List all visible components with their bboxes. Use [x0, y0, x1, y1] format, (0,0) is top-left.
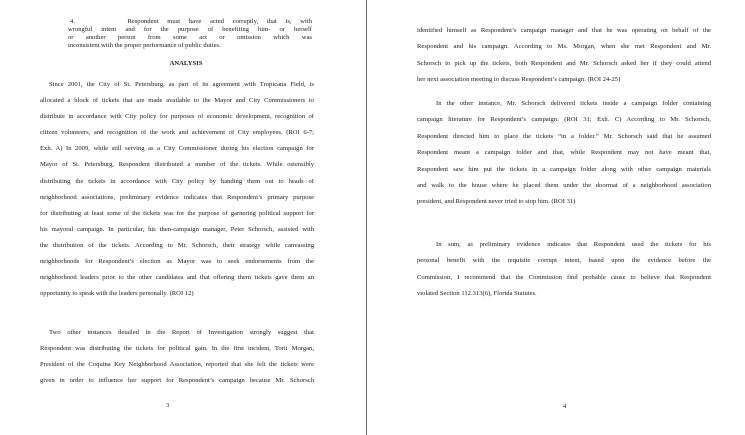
page-number: 3	[166, 402, 170, 409]
document-page-3	[0, 0, 372, 435]
text-line: the distribution of the tickets. According to Mr. Schorsch, their strategy while canvassing	[40, 241, 314, 249]
text-line: In sum, as preliminary evidence indicates that Respondent used the tickets for his	[436, 241, 711, 248]
text-line: campaign literature for Respondent’s campaign. (ROI 31; Exh. C) According to Mr. Schorsch,	[417, 116, 711, 124]
text-line: or another person from some act or omission which was	[68, 34, 312, 41]
text-line: given in order to influence her support for Respondent’s campaign because Mr. Schorsch	[40, 377, 314, 385]
text-line: Commission, I recommend that the Commission find probable cause to believe that Respondent	[417, 273, 711, 281]
text-line: Respondent was distributing the tickets for political gain. In the first incident, Torii Morgan,	[40, 345, 314, 353]
conclusion-paragraph	[417, 237, 711, 303]
text-line: Since 2001, the City of St. Petersburg, as part of its agreement with Tropicana Field, is	[49, 81, 314, 88]
text-line: personal benefit with the requisite corrupt intent, based upon the evidence before the	[417, 257, 711, 265]
text-line: neighborhood associations, preliminary evidence indicates that Respondent’s primary purpose	[40, 193, 314, 201]
continued-paragraph	[417, 23, 711, 89]
text-line: his mayoral campaign. In particular, his then-campaign manager, Peter Schorsch, assisted with	[40, 225, 314, 233]
text-line: allocated a block of tickets that are made available to the Mayor and City Commissioners to	[40, 97, 314, 105]
text-line: Mayor of St. Petersburg, Respondent distributed a number of the tickets. While ostensibly	[40, 161, 314, 169]
text-line: neighborhood leaders prior to the other candidates and that offering them tickets gave them an	[40, 274, 314, 282]
text-line: distribute in accordance with City policy for purposes of economic development, recognition of	[40, 113, 314, 121]
page-number: 4	[563, 403, 567, 410]
text-line: inconsistent with the proper performance of public duties.	[68, 42, 221, 49]
text-line: president, and Respondent never tried to stop him. (ROI 31)	[417, 198, 576, 206]
text-line: Schorsch to pick up the tickets, both Respondent and Mr. Schorsch asked her if they could attend	[417, 59, 711, 67]
document-page-4	[373, 0, 745, 435]
text-line: violated Section 112.313(6), Florida Statutes.	[417, 290, 537, 298]
text-line: Respondent and his campaign. According to Ms. Morgan, when she met Respondent and Mr.	[417, 43, 711, 51]
text-line: 4. Respondent must have acted corruptly, that is, with	[70, 18, 312, 25]
text-line: her next association meeting to discuss Respondent’s campaign. (ROI 24-25)	[417, 76, 621, 84]
text-line: identified himself as Respondent’s campaign manager and that he was operating on behalf of the	[417, 27, 711, 34]
text-line: distributing the tickets in accordance with City policy by handing them out to heads of	[40, 177, 314, 185]
text-line: Exh. A) In 2009, while still serving as a City Commissioner during his election campaign for	[40, 145, 314, 153]
text-line: Respondent directed him to place the tickets “in a folder.” Mr. Schorsch said that he assumed	[417, 132, 711, 140]
text-line: wrongful intent and for the purpose of benefiting him- or herself	[68, 26, 312, 33]
text-line: Respondent meant a campaign folder and that, while Respondent may not have meant that,	[417, 149, 711, 157]
text-line: for distributing at least some of the tickets was for the purpose of garnering political support for	[40, 209, 314, 217]
text-line: President of the Coquina Key Neighborhood Association, reported that she felt the tickets were	[40, 361, 314, 369]
analysis-paragraph-2	[40, 325, 314, 389]
text-line: citizen volunteers, and recognition of the work and achievement of City employees. (ROI 6-7;	[40, 129, 314, 137]
text-line: Two other instances detailed in the Report of Investigation strongly suggest that	[49, 329, 314, 336]
second-instance-paragraph	[417, 96, 711, 211]
analysis-heading: ANALYSIS	[169, 60, 203, 67]
text-line: Respondent saw him put the tickets in a campaign folder along with other campaign materials	[417, 165, 711, 173]
text-line: In the other instance, Mr. Schorsch delivered tickets inside a campaign folder containing	[436, 100, 711, 107]
text-line: neighborhoods for Respondent’s election as Mayor was to seek endorsements from the	[40, 258, 314, 266]
text-line: opportunity to speak with the leaders personally. (ROI 12)	[40, 290, 194, 298]
analysis-paragraph-1	[40, 77, 314, 302]
text-line: and walk to the house where he placed them under the doormat of a neighborhood association	[417, 182, 711, 190]
criterion-4-block	[68, 18, 312, 50]
